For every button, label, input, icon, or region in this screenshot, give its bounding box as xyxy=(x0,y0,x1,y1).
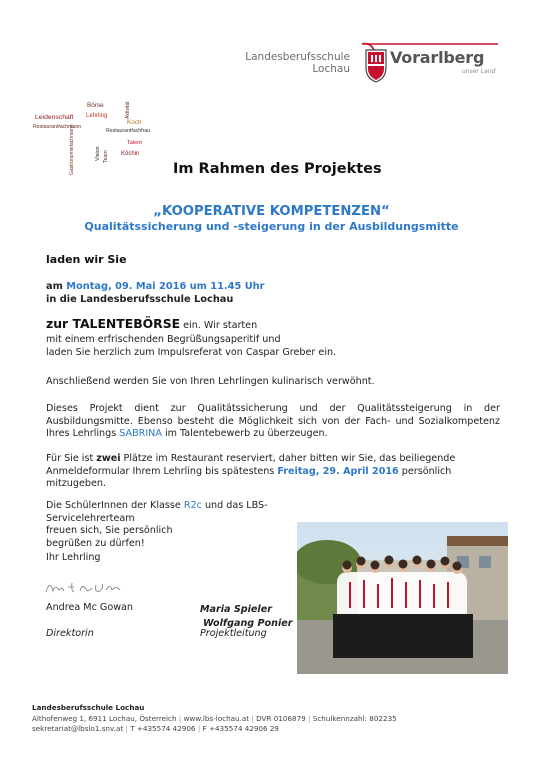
paragraph-text: Die SchülerInnen der Klasse xyxy=(46,500,184,511)
invite-heading: laden wir Sie xyxy=(46,253,127,266)
paragraph-line: mit einem erfrischenden Begrüßungsaperitif und xyxy=(46,334,281,345)
footer-fax: F +435574 42906 29 xyxy=(202,724,279,734)
wordcloud-word: Aktivität xyxy=(125,101,131,119)
wordcloud-logo xyxy=(33,95,153,180)
school-name xyxy=(245,52,350,75)
footer-email-link[interactable]: sekretariat@lbslo1.snv.at xyxy=(32,724,124,734)
wordcloud-word: Team xyxy=(103,150,109,163)
school-name-line1: Landesberufsschule xyxy=(245,51,350,63)
project-leaders xyxy=(200,603,292,630)
wordcloud-word: Lehrling xyxy=(86,113,108,119)
closing-signoff: Ihr Lehrling xyxy=(46,552,101,563)
director-role: Direktorin xyxy=(46,628,94,639)
paragraph-text: im Talentebewerb zu überzeugen. xyxy=(161,428,328,440)
wordcloud-word: Köchin xyxy=(121,151,140,157)
paragraph-text: Plätze im Restaurant reserviert, daher bitten wir Sie, das beiliegende Anmeldeformular Ihrem Lehrling bis spätestens xyxy=(46,453,456,477)
talent-pre: zur xyxy=(46,316,73,331)
wordcloud-word: Restaurantfachmann xyxy=(33,124,82,130)
event-venue: in die Landesberufsschule Lochau xyxy=(46,294,234,305)
paragraph-aperitif xyxy=(46,334,466,359)
wordcloud-word: Vision xyxy=(95,146,101,161)
paragraph-line: freuen sich, Sie persönlich xyxy=(46,525,173,537)
event-date-prefix: am xyxy=(46,281,67,292)
paragraph-text: persönlich mitzugeben. xyxy=(46,465,452,490)
footer-school-name: Landesberufsschule Lochau xyxy=(32,703,145,712)
director-name: Andrea Mc Gowan xyxy=(46,602,134,613)
class-group-photo xyxy=(297,522,508,674)
paragraph-text: Dieses Projekt dient zur Qualitätssicherung und der Qualitätssteigerung in der Ausbildungsmitte. Ebenso besteht die Möglichkeit sich von der Fach- und Sozialkompetenz Ihres Lehrlings xyxy=(46,403,500,440)
apprentice-name: SABRINA xyxy=(119,428,162,440)
wordcloud-word: Talent xyxy=(127,140,142,146)
talent-title: TALENTEBÖRSE xyxy=(72,316,181,331)
wordcloud-word: Gastronomiefachmann xyxy=(69,124,75,175)
vorarlberg-logo xyxy=(358,40,508,86)
logo-tagline: unser Land xyxy=(462,68,496,75)
event-date-line xyxy=(46,281,264,292)
footer-phone: T +435574 42906 xyxy=(130,724,196,734)
footer-school-id: Schulkennzahl: 802235 xyxy=(312,713,397,723)
footer-address: Althofenweg 1, 6911 Lochau, Österreich xyxy=(32,713,177,723)
talent-post: ein. Wir starten xyxy=(180,320,258,331)
paragraph-text: Für Sie ist xyxy=(46,453,97,464)
paragraph-project xyxy=(46,403,500,441)
footer-dvr: DVR 0106879 xyxy=(256,713,306,723)
registration-deadline: Freitag, 29. April 2016 xyxy=(277,465,399,477)
footer-website-link[interactable]: www.lbs-lochau.at xyxy=(183,713,250,723)
footer xyxy=(32,703,397,735)
handwritten-signature xyxy=(44,577,126,597)
project-intro-title: Im Rahmen des Projektes xyxy=(173,161,382,177)
seat-count: zwei xyxy=(96,453,121,464)
paragraph-text: und das LBS- Servicelehrerteam xyxy=(46,500,268,524)
paragraph-culinary: Anschließend werden Sie von Ihren Lehrlingen kulinarisch verwöhnt. xyxy=(46,376,375,387)
paragraph-line: laden Sie herzlich zum Impulsreferat von Caspar Greber ein. xyxy=(46,346,337,358)
wordcloud-word: Koch xyxy=(127,119,142,126)
project-name: „KOOPERATIVE KOMPETENZEN“ xyxy=(153,204,390,219)
school-name-line2: Lochau xyxy=(312,62,350,75)
paragraph-reservation xyxy=(46,453,491,491)
logo-text: Vorarlberg xyxy=(390,48,485,67)
event-date: Montag, 09. Mai 2016 um 11.45 Uhr xyxy=(66,281,265,292)
footer-line-contact: sekretariat@lbslo1.snv.at | T +435574 42906 | F +435574 42906 29 xyxy=(32,724,279,734)
leader-name: Maria Spieler xyxy=(200,604,272,615)
class-name: R2c xyxy=(183,500,202,511)
leader-name: Wolfgang Ponier xyxy=(203,617,293,629)
wordcloud-word: Restaurantfachfrau xyxy=(106,128,151,134)
footer-line-address: Althofenweg 1, 6911 Lochau, Österreich | www.lbs-lochau.at | DVR 0106879 | Schulkennzahl: 802235 xyxy=(32,713,397,723)
talent-line xyxy=(46,318,257,333)
wordcloud-word: Leidenschaft xyxy=(35,114,74,121)
wordcloud-word: Börse xyxy=(87,102,104,109)
project-subtitle: Qualitätssicherung und -steigerung in der Ausbildungsmitte xyxy=(84,220,459,233)
paragraph-line: begrüßen zu dürfen! xyxy=(46,537,145,549)
leader-role: Projektleitung xyxy=(200,628,267,639)
